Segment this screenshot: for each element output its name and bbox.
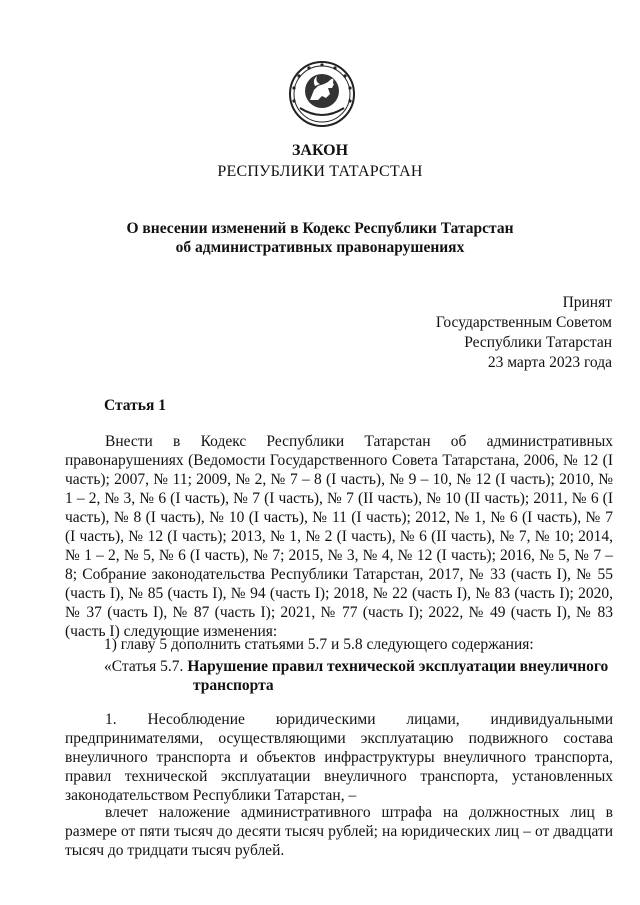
article-1-intro-paragraph: Внести в Кодекс Республики Татарстан об административных правонарушениях (Ведомости Государственного Совета Татарстана, 2006, № 12 (I часть); 2007, № 11; 2009, № 2, № 7 – 8 (I часть), № 9 – 10, № 12 (I часть); 2010, № 1 – 2, № 3, № 6 (I часть), № 7 (I часть), № 7 (II часть), № 10 (II часть); 2011, № 6 (I часть), № 8 (I часть), № 10 (I часть), № 11 (I часть); 2012, № 1, № 6 (I часть), № 7 (I часть), № 12 (I часть); 2013, № 1, № 2 (I часть), № 6 (II часть), № 7, № 10; 2014, № 1 – 2, № 5, № 6 (I часть), № 7; 2015, № 3, № 4, № 12 (I часть); 2016, № 5, № 7 – 8; Собрание законодательства Республики Татарстан, 2017, № 33 (часть I), № 55 (часть I), № 85 (часть I), № 94 (часть I); 2018, № 22 (часть I), № 83 (часть I); 2020, № 37 (часть I), № 87 (часть I); 2021, № 77 (часть I); 2022, № 49 (часть I), № 83 (часть I) следующие изменения: — [65, 433, 613, 640]
adoption-line-2: Государственным Советом — [435, 314, 612, 331]
adoption-date: 23 марта 2023 года — [487, 354, 612, 371]
law-title — [100, 219, 540, 257]
article-5-7-part-1: 1. Несоблюдение юридическими лицами, индивидуальными предпринимателями, осуществляющими эксплуатацию подвижного состава внеуличного транспорта и объектов инфраструктуры внеуличного транспорта, правил технической эксплуатации внеуличного транспорта, установленных законодательством Республики Татарстан, – — [65, 711, 613, 804]
adoption-line-3: Республики Татарстан — [464, 334, 612, 351]
law-title-line-1: О внесении изменений в Кодекс Республики Татарстан — [126, 220, 514, 237]
document-type-heading: ЗАКОН — [291, 142, 349, 159]
article-1-heading: Статья 1 — [104, 397, 166, 414]
law-title-line-2: об административных правонарушениях — [175, 239, 465, 256]
adoption-block — [436, 293, 612, 373]
item-1-text: 1) главу 5 дополнить статьями 5.7 и 5.8 следующего содержания: — [104, 636, 534, 653]
coat-of-arms-emblem — [288, 60, 356, 128]
article-5-7-penalty: влечет наложение административного штрафа на должностных лиц в размере от пяти тысяч до десяти тысяч рублей; на юридических лиц – от двадцати тысяч до тридцати тысяч рублей. — [65, 804, 613, 859]
adoption-line-1: Принят — [562, 294, 612, 311]
article-5-7-title-line-2: транспорта — [193, 677, 274, 694]
article-5-7-heading — [104, 657, 619, 695]
article-5-7-title-line-1: Нарушение правил технической эксплуатации внеуличного — [187, 658, 609, 675]
article-5-7-prefix: «Статья 5.7. — [104, 658, 188, 675]
issuer-heading: РЕСПУБЛИКИ ТАТАРСТАН — [217, 163, 423, 180]
